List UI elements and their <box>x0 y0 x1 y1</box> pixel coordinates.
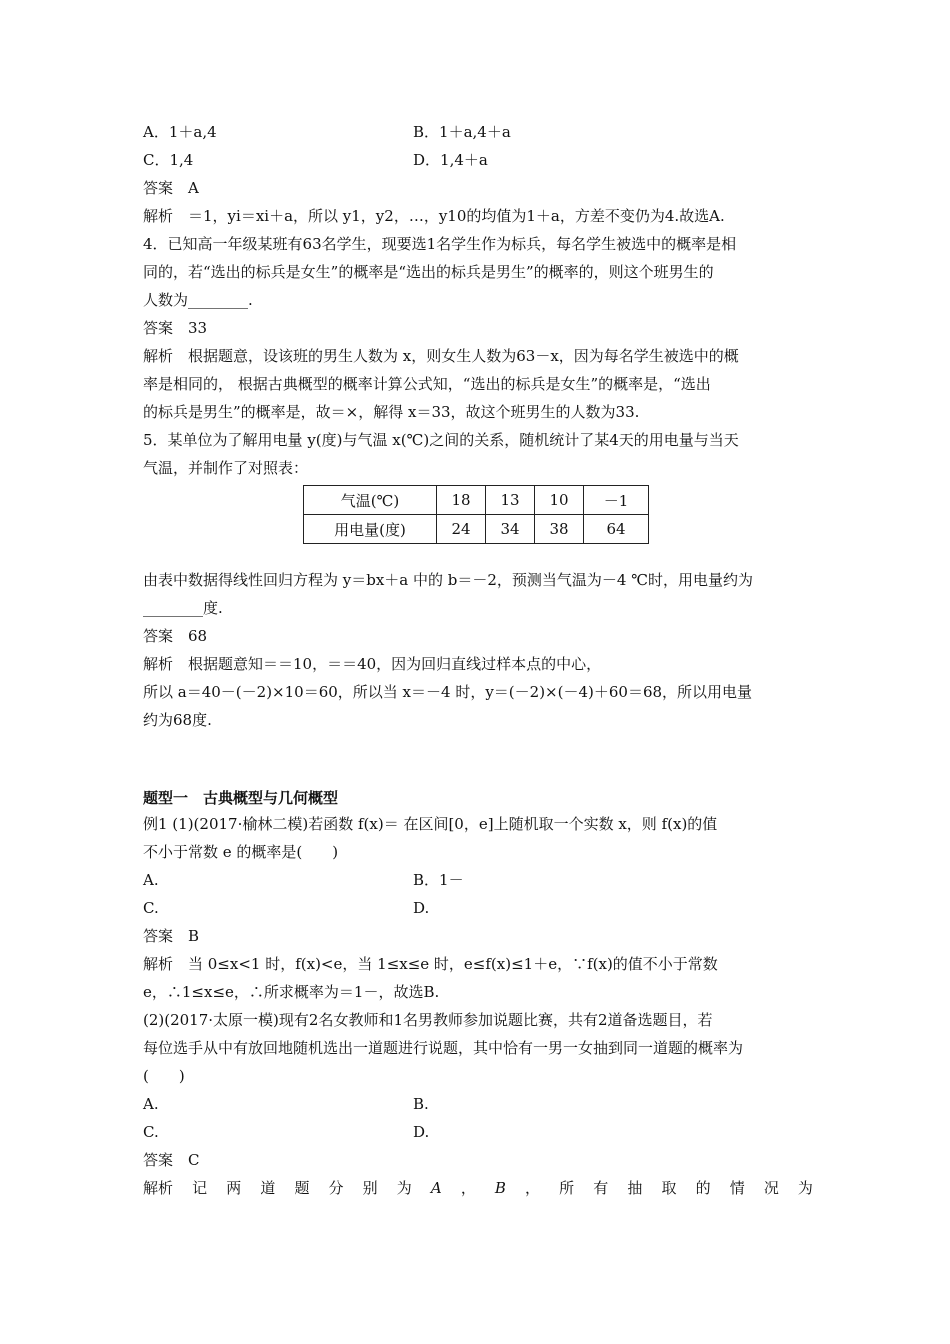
ex1-text-line-1: 例1 (1)(2017·榆林二模)若函数 f(x)＝ 在区间[0，e]上随机取一个实数 x，则 f(x)的值 <box>143 815 718 833</box>
analysis-word: 两 <box>226 1179 242 1197</box>
ex2-option-a: A. <box>143 1095 159 1113</box>
ex2-text-line-3: ( ) <box>143 1067 185 1085</box>
ex1-option-b: B．1－ <box>413 871 464 889</box>
q3-answer: 答案 A <box>143 179 199 197</box>
analysis-word: A <box>430 1179 442 1197</box>
q3-option-b: B．1＋a,4＋a <box>413 123 511 141</box>
analysis-word: 分 <box>328 1179 344 1197</box>
ex2-option-d: D. <box>413 1123 430 1141</box>
analysis-word: 况 <box>763 1179 779 1197</box>
ex1-analysis-line-1: 解析 当 0≤x<1 时，f(x)<e，当 1≤x≤e 时，e≤f(x)≤1＋e，∵f(x)的值不小于常数 <box>143 955 718 973</box>
q5-text-line-3: 由表中数据得线性回归方程为 y＝bx＋a 中的 b＝－2，预测当气温为－4 ℃时，用电量约为 <box>143 571 754 589</box>
analysis-word: 解析 <box>143 1179 174 1197</box>
q3-option-a: A．1＋a,4 <box>143 123 217 141</box>
q5-analysis-line-2: 所以 a＝40－(－2)×10＝60，所以当 x＝－4 时，y＝(－2)×(－4)＋60＝68，所以用电量 <box>143 683 753 701</box>
table-cell: －1 <box>584 486 649 515</box>
analysis-word: 情 <box>729 1179 745 1197</box>
ex2-option-b: B. <box>413 1095 429 1113</box>
analysis-word: 为 <box>797 1179 813 1197</box>
table-cell: 18 <box>437 486 486 515</box>
q5-text-line-2: 气温，并制作了对照表： <box>143 459 309 477</box>
q5-analysis-line-3: 约为68度. <box>143 711 212 729</box>
analysis-word: 题 <box>294 1179 310 1197</box>
analysis-word: ， <box>460 1179 476 1197</box>
q3-analysis: 解析 ＝1，yi＝xi＋a，所以 y1，y2，…，y10的均值为1＋a，方差不变仍为4.故选A. <box>143 207 725 225</box>
q5-text-line-1: 5．某单位为了解用电量 y(度)与气温 x(℃)之间的关系，随机统计了某4天的用电量与当天 <box>143 431 739 449</box>
q4-answer: 答案 33 <box>143 319 208 337</box>
table-cell: 24 <box>437 515 486 544</box>
table-cell: 34 <box>486 515 535 544</box>
ex1-option-d: D. <box>413 899 430 917</box>
q4-analysis-line-3: 的标兵是男生”的概率是，故＝×，解得 x＝33，故这个班男生的人数为33. <box>143 403 640 421</box>
q3-option-c: C．1,4 <box>143 151 194 169</box>
analysis-word: 为 <box>396 1179 412 1197</box>
table-cell: 13 <box>486 486 535 515</box>
ex2-option-c: C. <box>143 1123 159 1141</box>
table-cell: 10 <box>535 486 584 515</box>
analysis-word: 抽 <box>627 1179 643 1197</box>
analysis-word: 记 <box>192 1179 208 1197</box>
temperature-power-table <box>303 485 649 544</box>
analysis-word: ， <box>525 1179 541 1197</box>
analysis-word: 取 <box>661 1179 677 1197</box>
table-cell: 64 <box>584 515 649 544</box>
analysis-word: 的 <box>695 1179 711 1197</box>
table-cell: 用电量(度) <box>304 515 437 544</box>
q3-options-row-1 <box>143 122 813 142</box>
q4-analysis-line-2: 率是相同的， 根据古典概型的概率计算公式知，“选出的标兵是女生”的概率是，“选出 <box>143 375 711 393</box>
ex2-text-line-1: (2)(2017·太原一模)现有2名女教师和1名男教师参加说题比赛，共有2道备选题目，若 <box>143 1011 713 1029</box>
q3-options-row-2 <box>143 150 813 170</box>
ex1-text-line-2: 不小于常数 e 的概率是( ) <box>143 843 339 861</box>
analysis-word: B <box>494 1179 506 1197</box>
q4-text-line-3: 人数为________. <box>143 291 253 309</box>
q4-text-line-2: 同的，若“选出的标兵是女生”的概率是“选出的标兵是男生”的概率的，则这个班男生的 <box>143 263 714 281</box>
q5-analysis-line-1: 解析 根据题意知＝＝10，＝＝40，因为回归直线过样本点的中心， <box>143 655 602 673</box>
q4-text-line-1: 4．已知高一年级某班有63名学生，现要选1名学生作为标兵，每名学生被选中的概率是相 <box>143 235 737 253</box>
q3-option-d: D．1,4＋a <box>413 151 488 169</box>
table-row-power <box>304 515 649 544</box>
section-heading: 题型一 古典概型与几何概型 <box>143 789 339 807</box>
q5-text-line-4: ________度. <box>143 599 223 617</box>
analysis-word: 所 <box>559 1179 575 1197</box>
table-row-temperature <box>304 486 649 515</box>
table-cell: 气温(℃) <box>304 486 437 515</box>
ex2-options-row-1 <box>143 1094 813 1114</box>
table-cell: 38 <box>535 515 584 544</box>
analysis-word: 别 <box>362 1179 378 1197</box>
ex2-options-row-2 <box>143 1122 813 1142</box>
q4-analysis-line-1: 解析 根据题意，设该班的男生人数为 x，则女生人数为63－x，因为每名学生被选中的概 <box>143 347 739 365</box>
ex2-analysis-line-1 <box>143 1178 813 1198</box>
ex1-answer: 答案 B <box>143 927 200 945</box>
analysis-word: 有 <box>593 1179 609 1197</box>
ex1-options-row-1 <box>143 870 813 890</box>
ex2-text-line-2: 每位选手从中有放回地随机选出一道题进行说题，其中恰有一男一女抽到同一道题的概率为 <box>143 1039 744 1057</box>
ex1-option-a: A. <box>143 871 159 889</box>
q5-answer: 答案 68 <box>143 627 208 645</box>
ex1-analysis-line-2: e，∴1≤x≤e，∴所求概率为＝1－，故选B. <box>143 983 440 1001</box>
ex1-options-row-2 <box>143 898 813 918</box>
ex1-option-c: C. <box>143 899 159 917</box>
analysis-word: 道 <box>260 1179 276 1197</box>
ex2-answer: 答案 C <box>143 1151 200 1169</box>
